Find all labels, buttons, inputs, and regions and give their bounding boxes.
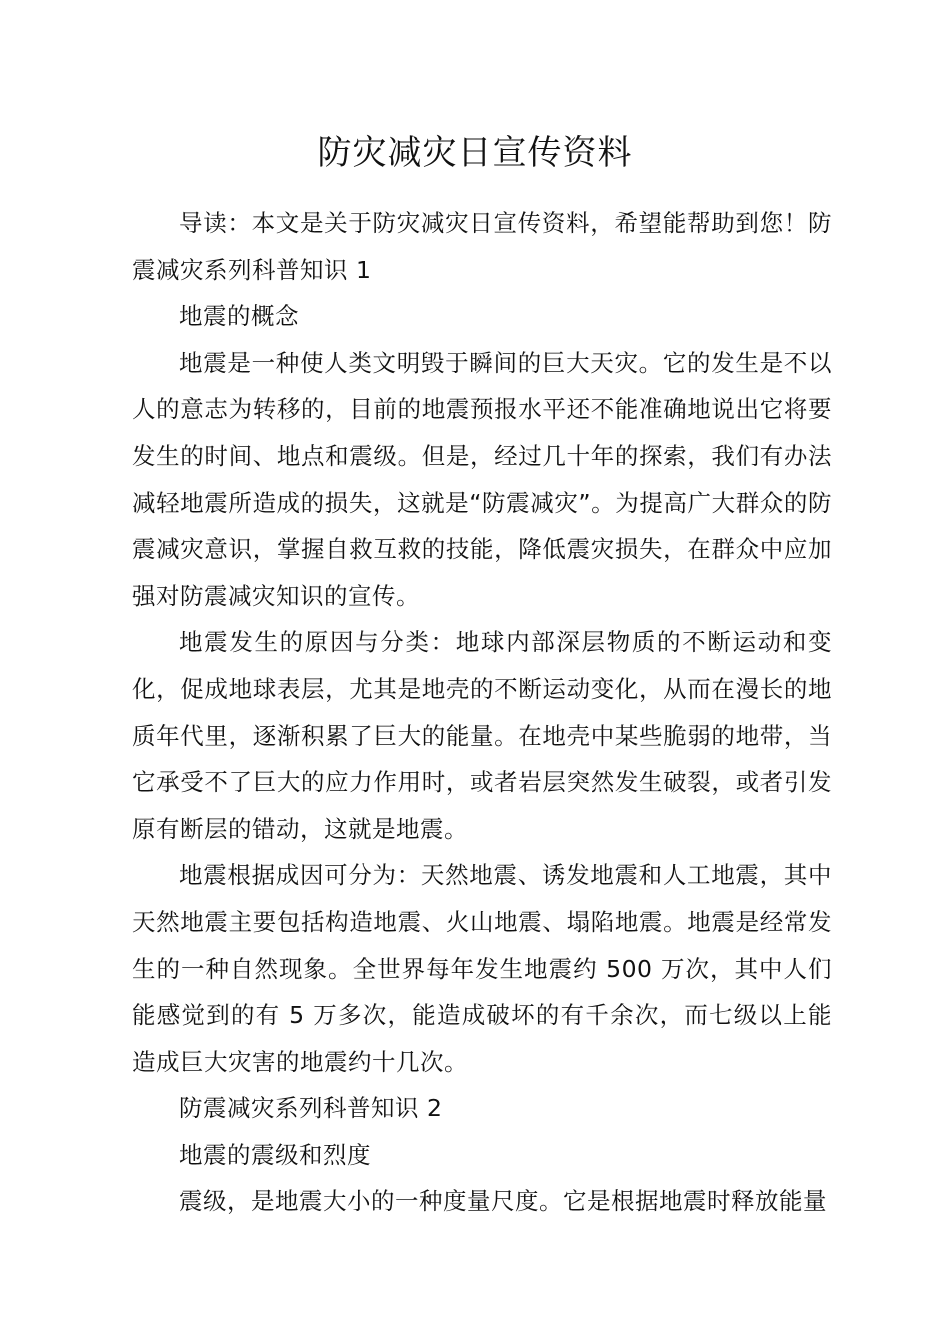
section-heading: 防震减灾系列科普知识 2 xyxy=(179,1094,443,1123)
body-paragraph: 地震是一种使人类文明毁于瞬间的巨大天灾。它的发生是不以人的意志为转移的，目前的地震预报水平还不能准确地说出它将要发生的时间、地点和震级。但是，经过几十年的探索，我们有办法减轻地震所造成的损失，这就是“防震减灾”。为提高广大群众的防震减灾意识，掌握自救互救的技能，降低震灾损失，在群众中应加强对防震减灾知识的宣传。 xyxy=(132,348,832,610)
section-heading: 地震的概念 xyxy=(179,302,299,331)
intro-paragraph: 导读：本文是关于防灾减灾日宣传资料，希望能帮助到您！防震减灾系列科普知识 1 xyxy=(132,209,832,284)
document-title: 防灾减灾日宣传资料 xyxy=(317,133,633,173)
body-paragraph: 震级，是地震大小的一种度量尺度。它是根据地震时释放能量 xyxy=(179,1187,827,1216)
section-heading: 地震的震级和烈度 xyxy=(179,1140,371,1169)
body-paragraph: 地震根据成因可分为：天然地震、诱发地震和人工地震，其中天然地震主要包括构造地震、火山地震、塌陷地震。地震是经常发生的一种自然现象。全世界每年发生地震约 500 万次，其中人们能感觉到的有 5 万多次，能造成破坏的有千余次，而七级以上能造成巨大灾害的地震约十几次。 xyxy=(132,861,832,1076)
body-paragraph: 地震发生的原因与分类：地球内部深层物质的不断运动和变化，促成地球表层，尤其是地壳的不断运动变化，从而在漫长的地质年代里，逐渐积累了巨大的能量。在地壳中某些脆弱的地带，当它承受不了巨大的应力作用时，或者岩层突然发生破裂，或者引发原有断层的错动，这就是地震。 xyxy=(132,628,832,843)
document-body xyxy=(132,200,832,1225)
